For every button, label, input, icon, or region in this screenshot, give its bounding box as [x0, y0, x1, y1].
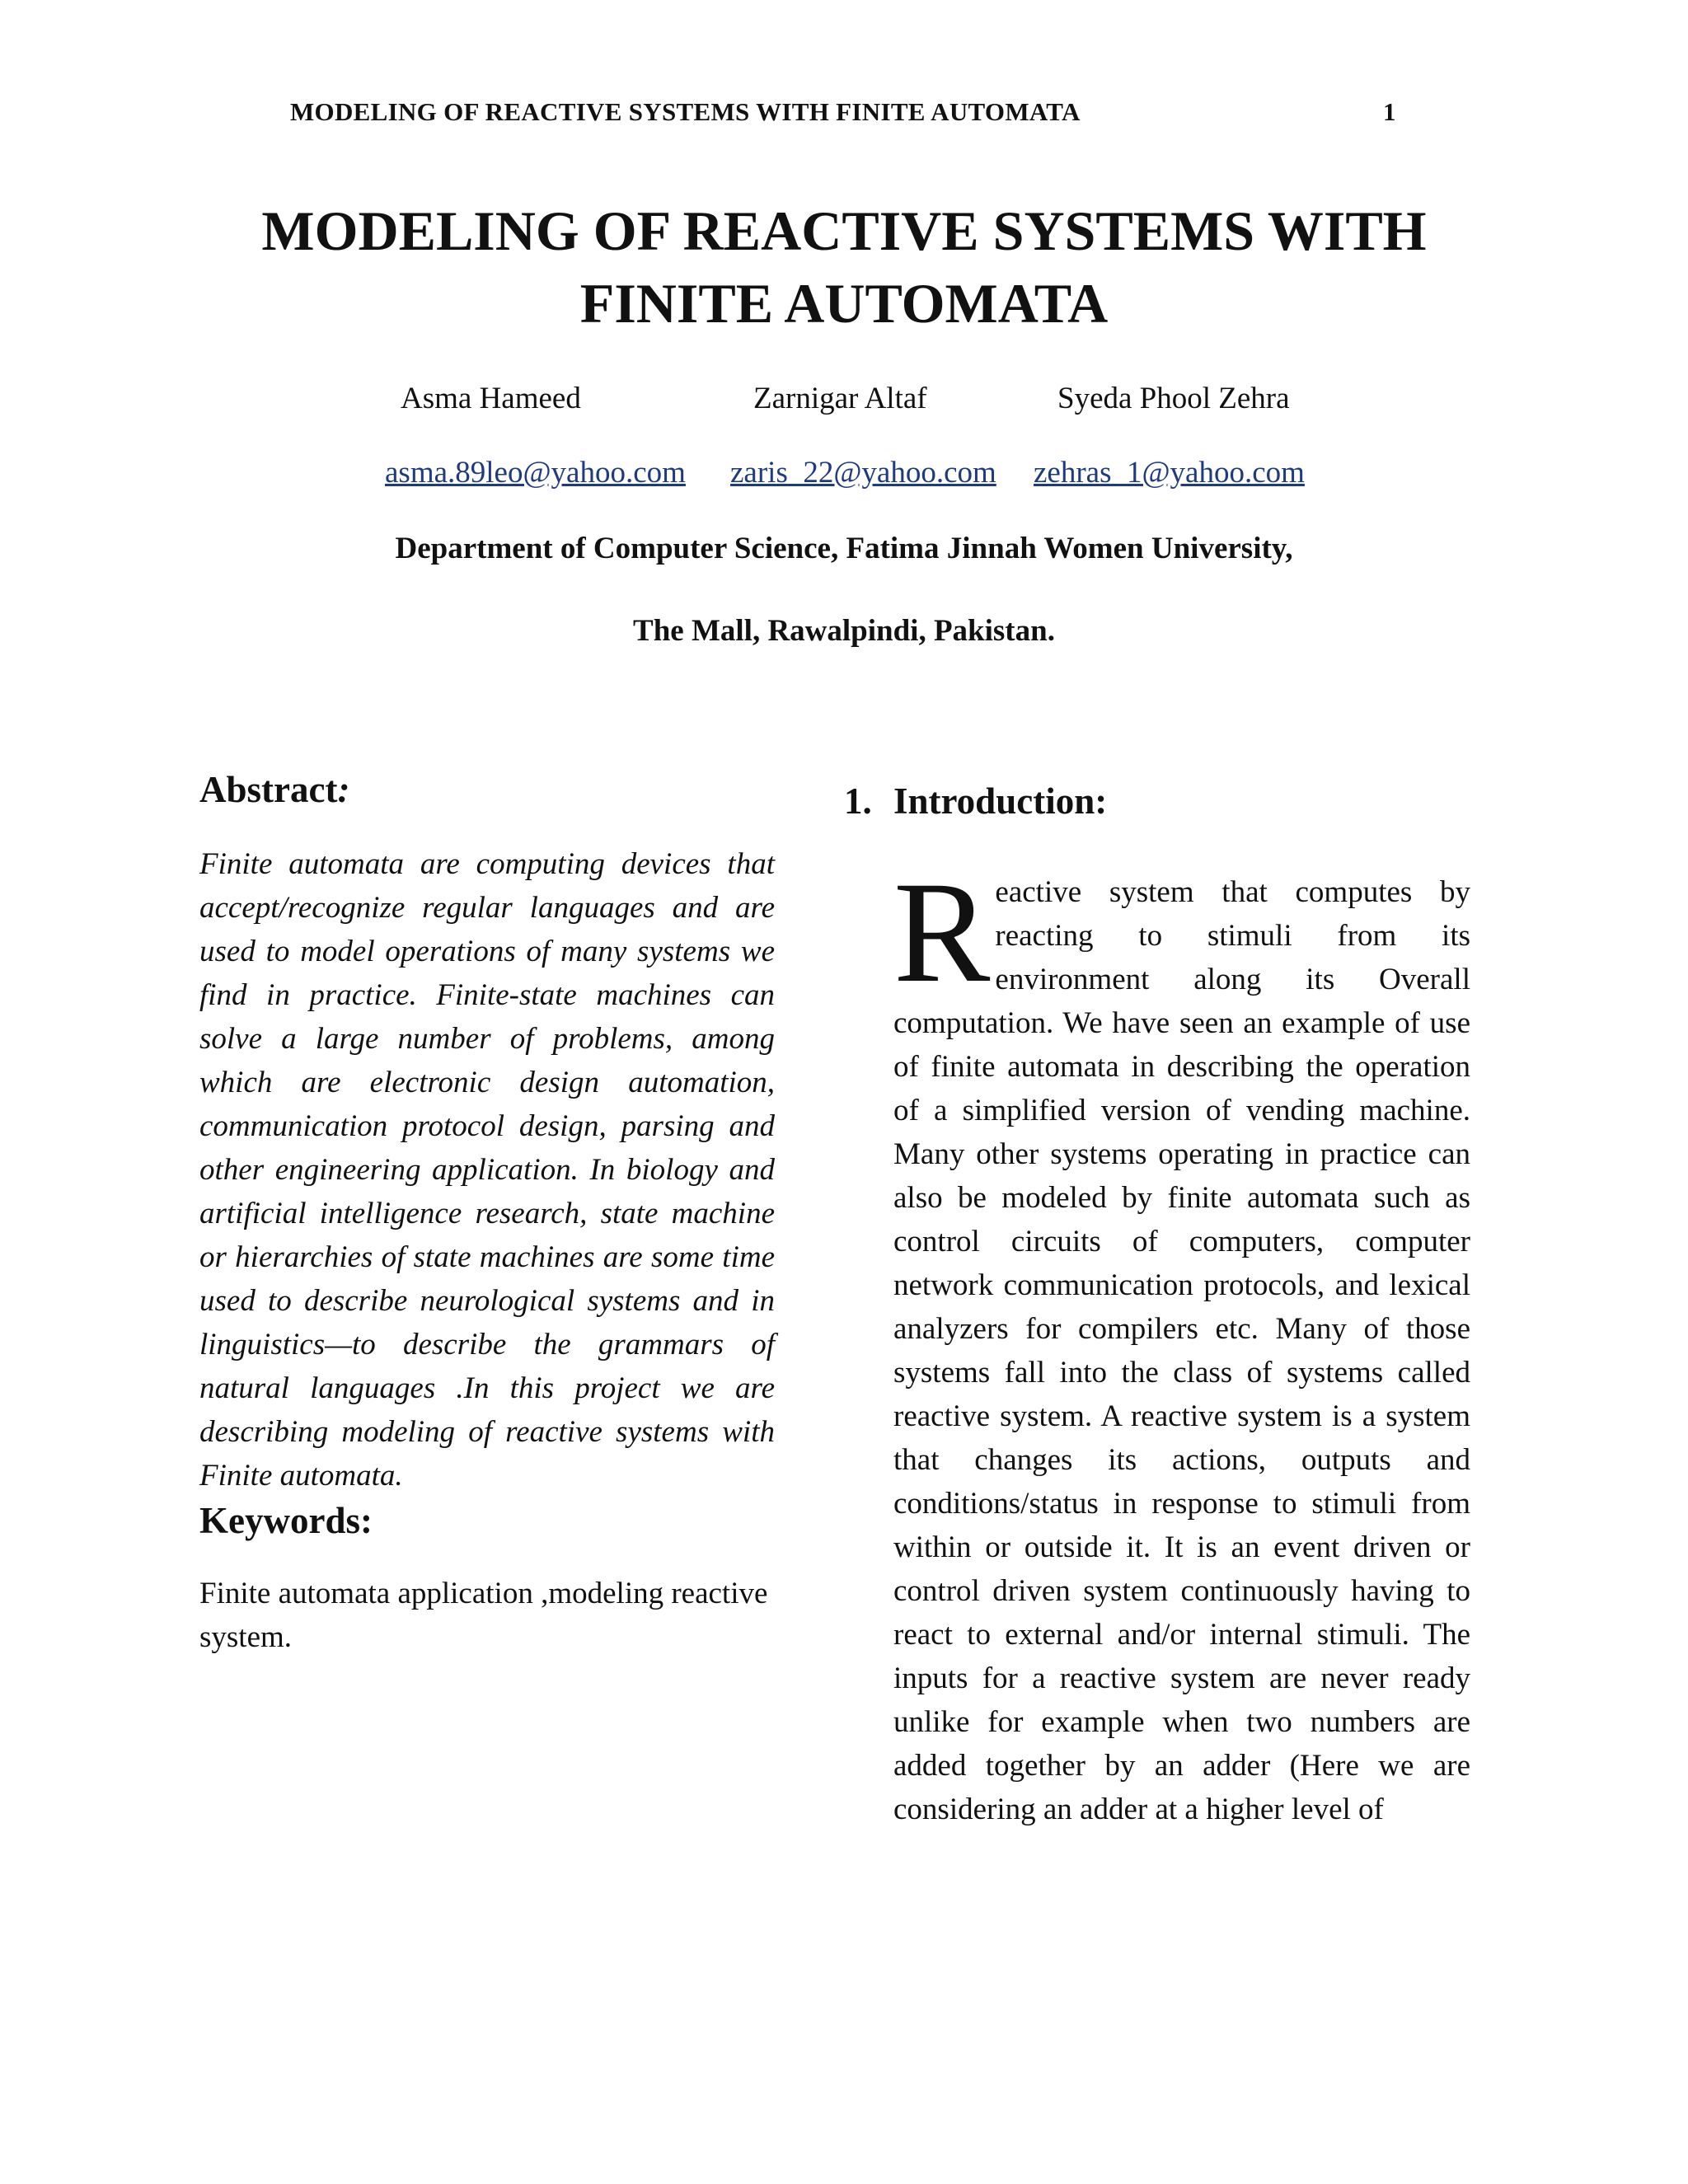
paper-title — [0, 194, 1688, 340]
drop-cap-letter: R — [893, 852, 991, 1013]
introduction-heading — [844, 778, 1470, 824]
paper-title-line-2: FINITE AUTOMATA — [579, 272, 1109, 335]
affiliation-line-2: The Mall, Rawalpindi, Pakistan. — [633, 614, 1055, 648]
running-header: MODELING OF REACTIVE SYSTEMS WITH FINITE AUTOMATA — [290, 97, 1081, 126]
left-column — [199, 766, 775, 1659]
author-email-link-3[interactable]: zehras_1@yahoo.com — [1034, 456, 1305, 490]
right-column — [844, 778, 1470, 1831]
section-number: 1. — [844, 780, 872, 822]
author-email-link-1[interactable]: asma.89leo@yahoo.com — [385, 456, 686, 490]
abstract-heading-text: Abstract — [199, 769, 338, 810]
introduction-paragraph — [893, 852, 1470, 1831]
keywords-heading: Keywords: — [199, 1500, 373, 1541]
author-name-2: Zarnigar Altaf — [753, 382, 927, 415]
author-name-3: Syeda Phool Zehra — [1057, 382, 1290, 415]
introduction-text: eactive system that computes by reacting to stimuli from its environment along its Overall computation. We have seen an example of use of finite automata in describing the operation of a simplified version of vending machine. Many other systems operating in practice can also be modeled by finite automata such as control circuits of computers, computer network communication protocols, and lexical analyzers for compilers etc. Many of those systems fall into the class of systems called reactive system. A reactive system is a system that changes its actions, outputs and conditions/status in response to stimuli from within or outside it. It is an event driven or control driven system continuously having to react to external and/or internal stimuli. The inputs for a reactive system are never ready unlike for example when two numbers are added together by an adder (Here we are considering an adder at a higher level of — [893, 875, 1470, 1826]
author-name-1: Asma Hameed — [401, 382, 581, 415]
page-number: 1 — [1383, 97, 1396, 126]
introduction-heading-text: Introduction: — [893, 780, 1108, 822]
author-email-link-2[interactable]: zaris_22@yahoo.com — [730, 456, 996, 490]
affiliation-line-1: Department of Computer Science, Fatima Jinnah Women University, — [395, 532, 1293, 565]
paper-title-line-1: MODELING OF REACTIVE SYSTEMS WITH — [261, 199, 1427, 262]
keywords-text: Finite automata application ,modeling reactive system. — [199, 1577, 768, 1654]
abstract-heading-colon: : — [337, 769, 350, 810]
abstract-heading — [199, 766, 775, 813]
abstract-text: Finite automata are computing devices that accept/recognize regular languages and are used to model operations of many systems we find in practice. Finite-state machines can solve a large number of problems, among which are electronic design automation, communication protocol design, parsing and other engineering application. In biology and artificial intelligence research, state machine or hierarchies of state machines are some time used to describe neurological systems and in linguistics—to describe the grammars of natural languages .In this project we are describing modeling of reactive systems with Finite automata. — [199, 847, 775, 1493]
